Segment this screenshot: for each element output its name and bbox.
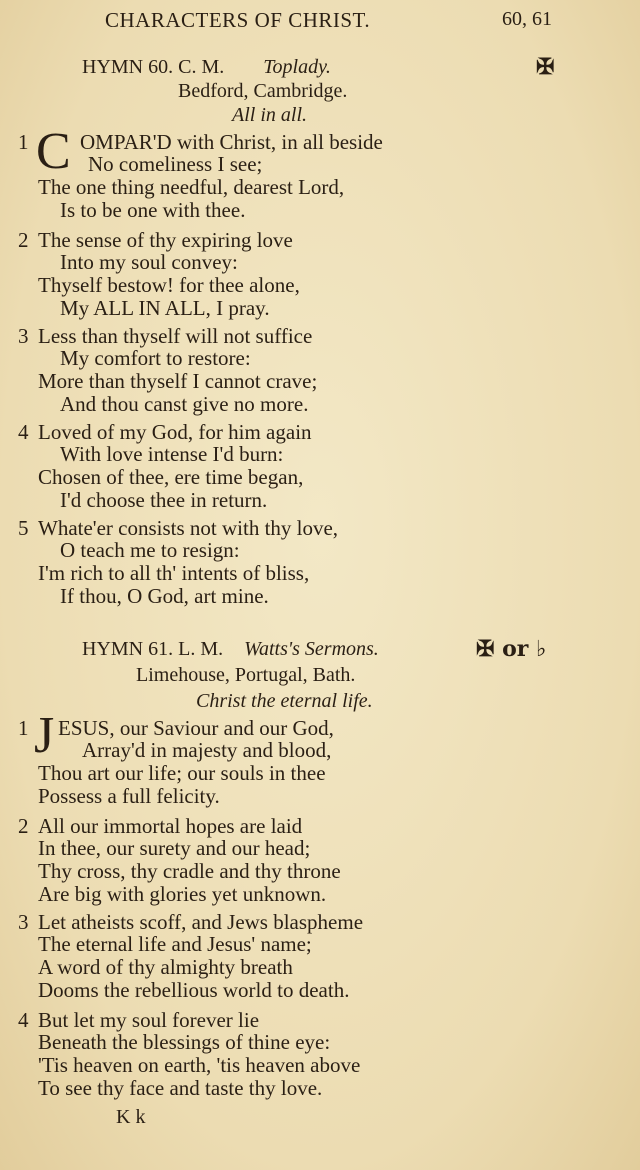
verse-line: ESUS, our Saviour and our God, — [58, 716, 334, 740]
verse-line: Loved of my God, for him again — [38, 420, 312, 444]
hymn-61-author: Watts's Sermons. — [244, 638, 379, 660]
hymn-60-tunes: Bedford, Cambridge. — [178, 80, 348, 102]
verse-line: OMPAR'D with Christ, in all beside — [80, 130, 383, 154]
verse-line: Whate'er consists not with thy love, — [38, 516, 339, 540]
verse-line: A word of thy almighty breath — [38, 955, 293, 979]
verse-line: Are big with glories yet unknown. — [38, 882, 327, 906]
verse-line: I'm rich to all th' intents of bliss, — [38, 561, 310, 585]
signature-mark: K k — [116, 1106, 146, 1128]
verse-number: 2 — [18, 814, 29, 838]
verse-line: In thee, our surety and our head; — [38, 836, 311, 860]
verse-line: Possess a full felicity. — [38, 784, 220, 808]
verse-number: 3 — [18, 324, 29, 348]
hymn-60-subtitle: All in all. — [232, 104, 307, 126]
verse-line: 'Tis heaven on earth, 'tis heaven above — [38, 1053, 361, 1077]
verse-line: More than thyself I cannot crave; — [38, 369, 318, 393]
hymn-61-number: HYMN 61. L. M. — [82, 638, 224, 660]
verse-number: 4 — [18, 420, 29, 444]
drop-cap: J — [34, 707, 55, 764]
verse-line: If thou, O God, art mine. — [60, 584, 269, 608]
hymn-60-number: HYMN 60. C. M. — [82, 56, 225, 78]
verse-line: Chosen of thee, ere time began, — [38, 465, 304, 489]
verse-number: 4 — [18, 1008, 29, 1032]
verse-number: 3 — [18, 910, 29, 934]
verse-number: 1 — [18, 130, 29, 154]
verse-line: Dooms the rebellious world to death. — [38, 978, 350, 1002]
running-head: CHARACTERS OF CHRIST. — [105, 8, 371, 32]
verse-line: To see thy face and taste thy love. — [38, 1076, 323, 1100]
verse-line: No comeliness I see; — [88, 152, 263, 176]
verse-line: The sense of thy expiring love — [38, 228, 293, 252]
verse-number: 2 — [18, 228, 29, 252]
verse-number: 1 — [18, 716, 29, 740]
hymn-61-subtitle: Christ the eternal life. — [196, 690, 373, 712]
hymn-61-mark: ✠ or ♭ — [476, 636, 547, 662]
page-numbers: 60, 61 — [502, 8, 552, 30]
verse-line: Thyself bestow! for thee alone, — [38, 273, 300, 297]
verse-line: All our immortal hopes are laid — [38, 814, 303, 838]
verse-line: But let my soul forever lie — [38, 1008, 260, 1032]
hymn-60-author: Toplady. — [263, 56, 331, 78]
verse-line: The eternal life and Jesus' name; — [38, 932, 312, 956]
verse-line: I'd choose thee in return. — [60, 488, 268, 512]
hymn-60-mark: ✠ — [536, 54, 555, 80]
drop-cap: C — [36, 123, 71, 180]
verse-line: My comfort to restore: — [60, 346, 251, 370]
verse-number: 5 — [18, 516, 29, 540]
verse-line: With love intense I'd burn: — [60, 442, 284, 466]
hymn-60-heading — [82, 56, 331, 79]
verse-line: The one thing needful, dearest Lord, — [38, 175, 345, 199]
hymn-61-tunes: Limehouse, Portugal, Bath. — [136, 664, 356, 686]
verse-line: Into my soul convey: — [60, 250, 238, 274]
verse-line: Less than thyself will not suffice — [38, 324, 313, 348]
verse-line: Array'd in majesty and blood, — [82, 738, 332, 762]
verse-line: Beneath the blessings of thine eye: — [38, 1030, 331, 1054]
verse-line: And thou canst give no more. — [60, 392, 309, 416]
hymn-61-heading — [82, 638, 379, 661]
verse-line: Thy cross, thy cradle and thy throne — [38, 859, 341, 883]
verse-line: O teach me to resign: — [60, 538, 240, 562]
verse-line: Let atheists scoff, and Jews blaspheme — [38, 910, 364, 934]
verse-line: Thou art our life; our souls in thee — [38, 761, 326, 785]
verse-line: My ALL IN ALL, I pray. — [60, 296, 270, 320]
verse-line: Is to be one with thee. — [60, 198, 246, 222]
